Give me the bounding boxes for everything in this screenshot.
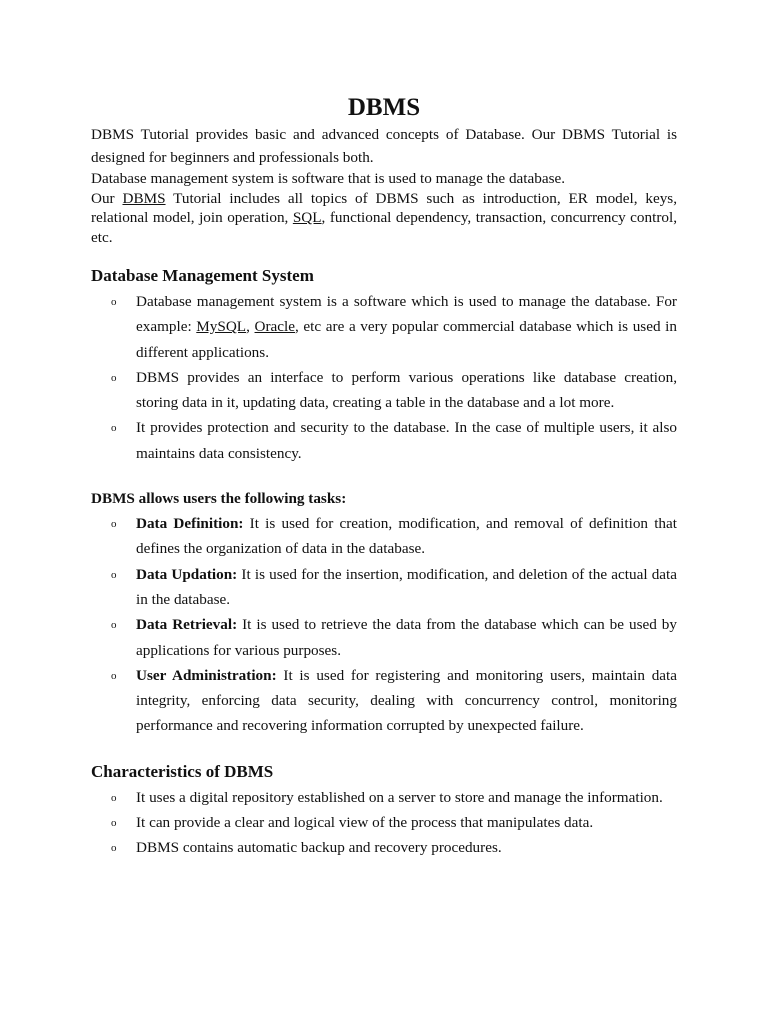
bullet-circle-icon: o [111,669,117,682]
list-item-text: It can provide a clear and logical view of the process that manipulates data. [136,814,594,832]
bullet-circle-icon: o [111,568,117,581]
list-item-text: It uses a digital repository established on a server to store and manage the information. [136,788,663,806]
list-item-text: , etc are a very popular commercial database which is used in different applications. [136,318,677,361]
list-item-text: DBMS provides an interface to perform various operations like database creation, storing data in it, updating data, creating a table in the database and a lot more. [136,368,677,412]
dbms-bullet-list [91,289,677,466]
bullet-circle-icon: o [111,422,117,435]
list-item [111,810,677,835]
dbms-link[interactable]: DBMS [122,189,166,207]
characteristics-bullet-list [91,785,677,861]
list-item-text: It is used for creation, modification, and removal of definition that defines the organization of data in the database. [136,515,677,558]
bullet-circle-icon: o [111,817,117,830]
tasks-bullet-list [91,511,677,739]
bullet-circle-icon: o [111,842,117,855]
intro-text: , functional dependency, transaction, concurrency control, etc. [91,209,677,246]
list-item-text: It is used for registering and monitoring users, maintain data integrity, enforcing data security, dealing with concurrency control, monitoring performance and recovering information corrupted by unexpected failure. [136,666,677,735]
list-item-text: Database management system is a software which is used to manage the database. For example: [136,293,677,336]
list-item [111,612,677,663]
intro-text: Our [91,189,123,207]
bullet-circle-icon: o [111,296,117,308]
bullet-circle-icon: o [111,518,117,531]
bullet-circle-icon: o [111,371,117,384]
list-item-term: Data Retrieval: [136,616,238,634]
bullet-circle-icon: o [111,791,117,804]
list-item-term: Data Updation: [136,565,238,583]
intro-paragraph-1: DBMS Tutorial provides basic and advanced concepts of Database. Our DBMS Tutorial is designed for beginners and professionals both. [91,126,677,166]
oracle-link[interactable]: Oracle [254,318,295,336]
list-item-term: Data Definition: [136,515,244,533]
bullet-circle-icon: o [111,619,117,632]
list-item-term: User Administration: [136,666,277,684]
page-title: DBMS [347,94,421,121]
list-item-text: It is used to retrieve the data from the database which can be used by applications for various purposes. [136,616,677,659]
list-item [111,562,678,613]
list-item-text: , [246,318,255,336]
list-item [111,415,677,466]
list-item-text: It is used for the insertion, modification, and deletion of the actual data in the database. [136,565,678,608]
section-heading-dbms: Database Management System [91,266,314,285]
sql-link[interactable]: SQL [292,209,322,226]
list-item-text: It provides protection and security to the database. In the case of multiple users, it also maintains data consistency. [136,419,677,462]
list-item [111,365,677,416]
list-item [111,835,677,860]
section-heading-tasks: DBMS allows users the following tasks: [91,490,347,508]
list-item [111,289,677,365]
section-heading-characteristics: Characteristics of DBMS [91,761,274,781]
intro-text: Tutorial includes all topics of DBMS such as introduction, ER model, keys, relational model, join operation, [91,189,677,226]
mysql-link[interactable]: MySQL [196,318,247,336]
list-item [111,663,677,739]
list-item [111,785,677,810]
intro-paragraph-3 [91,189,677,248]
intro-paragraph-2: Database management system is software that is used to manage the database. [91,170,566,187]
list-item-text: DBMS contains automatic backup and recovery procedures. [136,839,502,857]
list-item [111,511,677,562]
